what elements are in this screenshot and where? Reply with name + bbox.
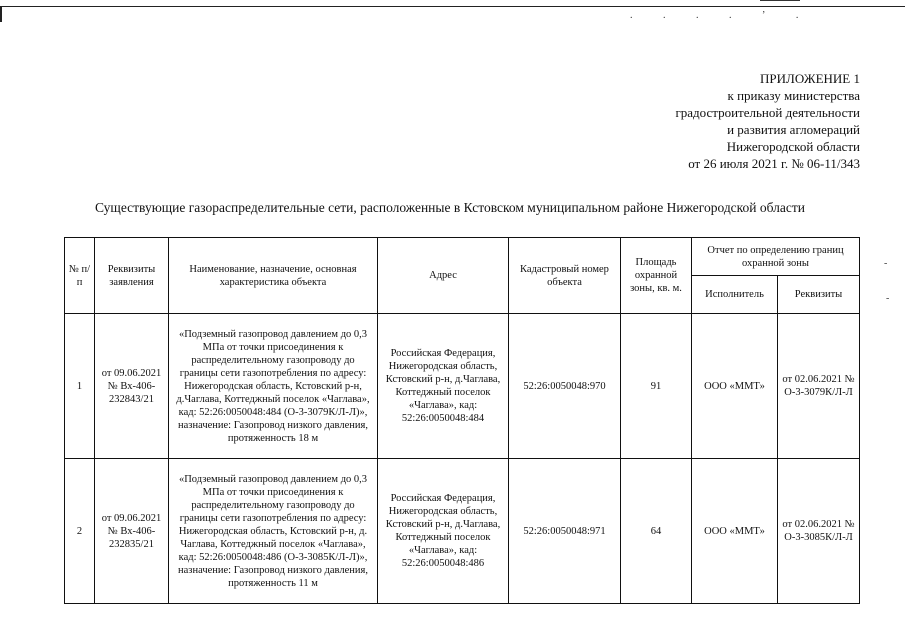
cell-executor: ООО «ММТ» [692,314,778,459]
scan-border-line-right [760,0,800,1]
cell-cadastral: 52:26:0050048:971 [509,459,621,604]
header-requisites: Реквизиты [778,276,860,314]
appendix-block [675,70,860,172]
cell-description: «Подземный газопровод давлением до 0,3 МПа от точки присоединения к распределительному газопроводу до границы сети газопотребления по адресу: Нижегородская область, Кстовский р-н, д.Чаглава, Коттеджный поселок «Чаглава», кад: 52:26:0050048:484 (О-3-3079К/Л-Л)», назначение: Газопровод низкого давления, протяженность 18 м [169,314,378,459]
header-report: Отчет по определению границ охранной зоны [692,238,860,276]
appendix-line: градостроительной деятельности [675,105,860,120]
header-address: Адрес [378,238,509,314]
cell-requisites: от 02.06.2021 № О-3-3079К/Л-Л [778,314,860,459]
cell-address: Российская Федерация, Нижегородская область, Кстовский р-н, д.Чаглава, Коттеджный поселок «Чаглава», кад: 52:26:0050048:484 [378,314,509,459]
table-header-row [65,238,860,276]
scan-speck: - [886,293,890,304]
scan-speck: - [884,258,888,269]
header-executor: Исполнитель [692,276,778,314]
cell-cadastral: 52:26:0050048:970 [509,314,621,459]
cell-area: 64 [621,459,692,604]
cell-num: 2 [65,459,95,604]
header-details: Реквизиты заявления [95,238,169,314]
cell-executor: ООО «ММТ» [692,459,778,604]
table-row [65,459,860,604]
gas-networks-table [64,237,860,604]
appendix-line: и развития агломераций [727,122,860,137]
appendix-line: ПРИЛОЖЕНИЕ 1 [760,71,860,86]
header-cadastral: Кадастровый номер объекта [509,238,621,314]
cell-details: от 09.06.2021 № Вх-406-232835/21 [95,459,169,604]
appendix-line: Нижегородской области [726,139,860,154]
cell-num: 1 [65,314,95,459]
header-num: № п/п [65,238,95,314]
header-area: Площадь охранной зоны, кв. м. [621,238,692,314]
cell-details: от 09.06.2021 № Вх-406-232843/21 [95,314,169,459]
scan-border-line [0,6,905,7]
table-row [65,314,860,459]
cell-address: Российская Федерация, Нижегородская область, Кстовский р-н, д.Чаглава, Коттеджный поселок «Чаглава», кад: 52:26:0050048:486 [378,459,509,604]
scan-specks: . . . . ʼ . [630,10,813,21]
cell-requisites: от 02.06.2021 № О-3-3085К/Л-Л [778,459,860,604]
scan-corner-mark [0,6,2,22]
cell-description: «Подземный газопровод давлением до 0,3 МПа от точки присоединения к распределительному газопроводу до границы сети газопотребления по адресу: Нижегородская область, Кстовский р-н, д. Чаглава, Коттеджный поселок «Чаглава», кад: 52:26:0050048:486 (О-3-3085К/Л-Л)», назначение: Газопровод низкого давления, протяженность 11 м [169,459,378,604]
document-title: Существующие газораспределительные сети, расположенные в Кстовском муниципальном районе Нижегородской области [95,200,806,215]
appendix-line: к приказу министерства [727,88,860,103]
appendix-line: от 26 июля 2021 г. № 06-11/343 [688,156,860,171]
cell-area: 91 [621,314,692,459]
header-name: Наименование, назначение, основная характеристика объекта [169,238,378,314]
